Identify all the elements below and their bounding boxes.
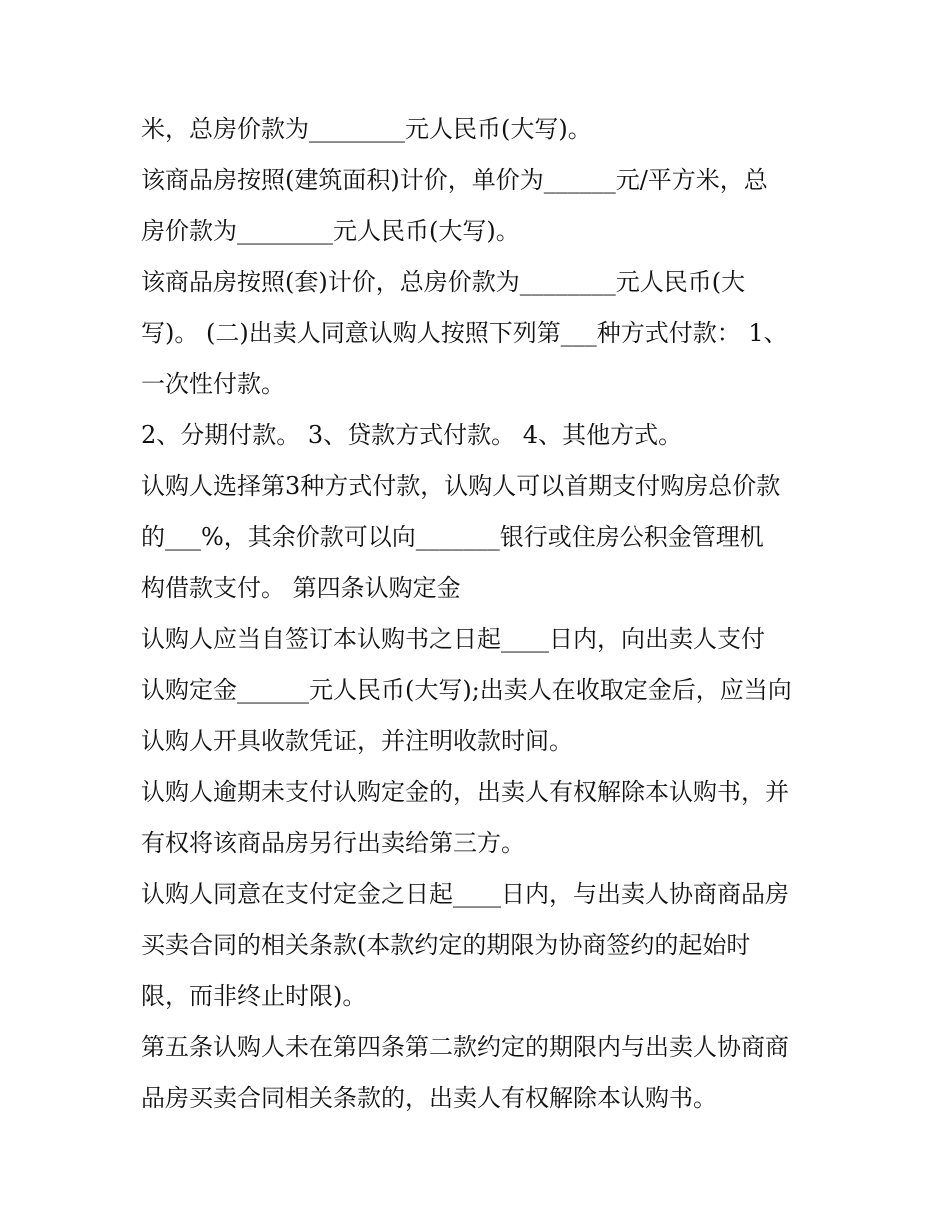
text-line-7: 2、分期付款。 3、贷款方式付款。 4、其他方式。 [141,421,683,449]
text-line-13: 认购人开具收款凭证，并注明收款时间。 [141,727,573,755]
text-line-19: 第五条认购人未在第四条第二款约定的期限内与出卖人协商商 [141,1033,789,1061]
text-line-18: 限，而非终止时限)。 [141,982,367,1010]
text-line-4: 该商品房按照(套)计价，总房价款为________元人民币(大 [141,268,746,296]
document-body [141,104,821,1124]
text-line-20: 品房买卖合同相关条款的，出卖人有权解除本认购书。 [141,1084,717,1112]
text-line-11: 认购人应当自签订本认购书之日起____日内，向出卖人支付 [141,625,765,653]
text-line-10: 构借款支付。 第四条认购定金 [141,574,461,602]
text-line-6: 一次性付款。 [141,370,285,398]
text-line-9: 的___%，其余价款可以向_______银行或住房公积金管理机 [141,523,764,551]
text-line-17: 买卖合同的相关条款(本款约定的期限为协商签约的起始时 [141,931,751,959]
text-line-8: 认购人选择第3种方式付款，认购人可以首期支付购房总价款 [141,472,781,500]
text-line-14: 认购人逾期未支付认购定金的，出卖人有权解除本认购书，并 [141,778,789,806]
text-line-5: 写)。 (二)出卖人同意认购人按照下列第___种方式付款： 1、 [141,319,788,347]
text-line-12: 认购定金______元人民币(大写);出卖人在收取定金后，应当向 [141,676,792,704]
text-line-2: 该商品房按照(建筑面积)计价，单价为______元/平方米，总 [141,166,768,194]
text-line-1: 米，总房价款为________元人民币(大写)。 [141,115,592,143]
text-line-3: 房价款为________元人民币(大写)。 [141,217,520,245]
text-line-16: 认购人同意在支付定金之日起____日内，与出卖人协商商品房 [141,880,789,908]
text-line-15: 有权将该商品房另行出卖给第三方。 [141,829,525,857]
